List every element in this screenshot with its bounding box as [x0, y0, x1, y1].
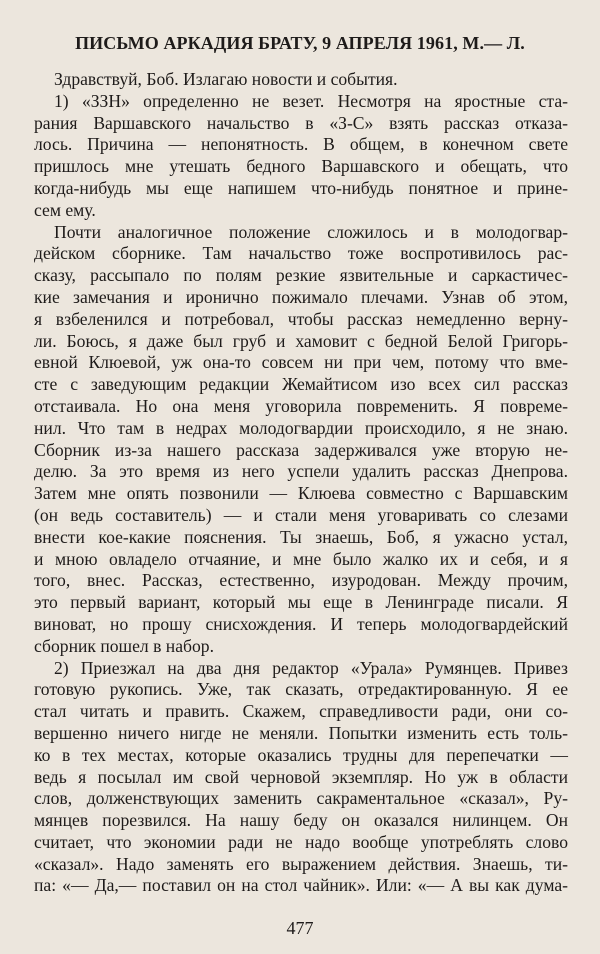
text-line: Здравствуй, Боб. Излагаю новости и события. — [54, 69, 398, 89]
text-line: вершенно ничего нигде не меняли. Попытки изменить есть толь- — [34, 722, 568, 743]
text-line: пришлось мне утешать бедного Варшавского и обещать, что — [34, 156, 568, 177]
text-line: Сборник из-за нашего рассказа задерживался уже вторую не- — [34, 439, 568, 460]
text-line: стал читать и править. Скажем, справедливости ради, они со- — [34, 701, 568, 722]
text-line: внести кое-какие пояснения. Ты знаешь, Боб, я ужасно устал, — [34, 526, 568, 547]
text-line: отстаивала. Но она меня уговорила повременить. Я повреме- — [34, 395, 568, 416]
paragraph — [34, 91, 568, 222]
text-line: ведь я посылал им свой черновой экземпляр. Но уж в области — [34, 766, 568, 787]
paragraph — [34, 222, 568, 658]
text-line: (он ведь составитель) — и стали меня уговаривать со слезами — [34, 504, 568, 525]
text-line: дейском сборнике. Там начальство тоже воспротивилось рас- — [34, 243, 568, 264]
text-line: сборник пошел в набор. — [34, 635, 214, 656]
paragraph — [34, 658, 568, 898]
text-line: Затем мне опять позвонили — Клюева совместно с Варшавским — [34, 483, 568, 504]
text-line: Почти аналогичное положение сложилось и в молодогвар- — [54, 221, 568, 242]
text-line: нил. Что там в недрах молодогвардии происходило, я не знаю. — [34, 417, 568, 438]
text-line: готовую рукопись. Уже, так сказать, отредактированную. Я ее — [34, 679, 568, 700]
text-line: и мною овладело отчаяние, и мне было жалко их и себя, и я — [34, 548, 568, 569]
text-line: па: «— Да,— поставил он на стол чайник». Или: «— А вы как дума- — [34, 875, 568, 896]
page-number: 477 — [286, 918, 314, 938]
text-line: евной Клюевой, уж она-то совсем ни при чем, потому что вме- — [34, 352, 568, 373]
text-line: делю. За это время из него успели удалить рассказ Днепрова. — [34, 461, 568, 482]
text-line: кие замечания и иронично пожимало плечами. Узнав об этом, — [34, 286, 568, 307]
text-line: мянцев порезвился. На нашу беду он оказался нилинцем. Он — [34, 810, 568, 831]
text-line: слов, долженствующих заменить сакраментальное «сказал», Ру- — [34, 788, 568, 809]
letter-title: ПИСЬМО АРКАДИЯ БРАТУ, 9 АПРЕЛЯ 1961, М.— Л. — [75, 33, 525, 53]
text-line: сем ему. — [34, 199, 96, 220]
text-line: виноват, но прошу снисхождения. И теперь молодогвардейский — [34, 613, 568, 634]
text-line: рания Варшавского начальство в «З-С» взять рассказ отказа- — [34, 112, 568, 133]
text-line: когда-нибудь мы еще напишем что-нибудь понятное и прине- — [34, 177, 568, 198]
text-line: лось. Причина — непонятность. В общем, в конечном свете — [34, 134, 568, 155]
text-line: считает, что экономии ради не надо вообще употреблять слово — [34, 831, 568, 852]
text-line: сказу, рассыпало по полям резкие язвительные и саркастичес- — [34, 265, 568, 286]
letter-body — [34, 69, 568, 897]
text-line: 2) Приезжал на два дня редактор «Урала» Румянцев. Привез — [54, 657, 568, 678]
paragraph — [34, 69, 568, 91]
text-line: 1) «ЗЗН» определенно не везет. Несмотря на яростные ста- — [54, 90, 568, 111]
text-line: это первый вариант, который мы еще в Ленинграде писали. Я — [34, 592, 568, 613]
text-line: сте с заведующим редакции Жемайтисом изо всех сил рассказ — [34, 374, 568, 395]
text-line: «сказал». Надо заменять его выражением действия. Знаешь, ти- — [34, 853, 568, 874]
text-line: ко в тех местах, которые оказались трудны для перепечатки — — [34, 744, 568, 765]
text-line: того, внес. Рассказ, естественно, изуродован. Между прочим, — [34, 570, 568, 591]
text-line: ли. Боюсь, я даже был груб и хамовит с бедной Белой Григорь- — [34, 330, 568, 351]
text-line: я взбеленился и потребовал, чтобы рассказ немедленно верну- — [34, 308, 568, 329]
